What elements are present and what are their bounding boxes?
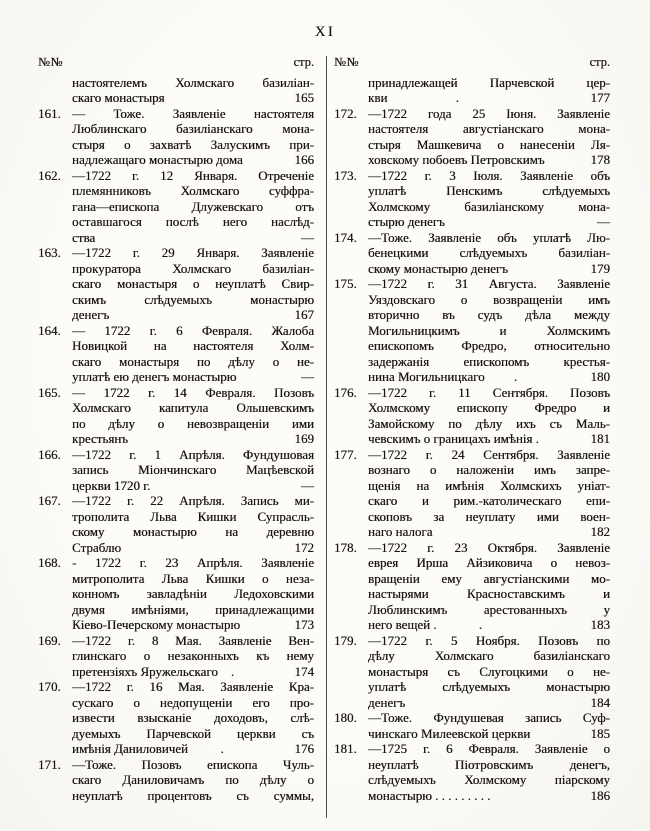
entry-number: 163. [38, 245, 61, 260]
entry-line-text: вторично въ судъ дѣла между [368, 307, 610, 322]
entry-page-number: 184 [590, 694, 610, 710]
entry-line-text: вращеніи ему августіанскими мо- [368, 570, 610, 586]
entry-line-text: —1722 г. 31 Августа. Заявленіе [368, 276, 610, 291]
entry-page-number: 173 [294, 617, 314, 632]
entry-line-text: уплатѣ Пенскимъ слѣдуемыхъ [368, 183, 610, 198]
entry-line [72, 617, 314, 633]
entry-line-text: —1722 г. 5 Ноября. Позовъ по [368, 632, 610, 648]
entry-number: 170. [38, 679, 61, 694]
entry-page-number: 182 [590, 524, 610, 539]
toc-entry [38, 447, 314, 494]
entry-line-text: - 1722 г. 23 Апрѣля. Заявленіе [72, 555, 314, 570]
entry-line [72, 199, 314, 215]
entry-line-text: Уяздовскаго о возвращеніи имъ [368, 291, 610, 307]
entry-page-number: 167 [294, 307, 314, 322]
entry-line [72, 168, 314, 184]
entry-line-text: скаго монастыря о неуплатѣ Свир- [72, 276, 314, 291]
column-header [334, 55, 610, 71]
toc-entry [334, 710, 610, 741]
entry-page-number: 186 [590, 787, 610, 803]
entry-line-text: Замойскому по дѣлу ихъ съ Маль- [368, 415, 610, 431]
entry-line [368, 168, 610, 184]
entry-line [368, 276, 610, 292]
entry-line [72, 292, 314, 308]
entry-line-text: оставшагося послѣ него наслѣд- [72, 214, 314, 229]
entry-line-text: Люблинскимъ арестованныхъ у [368, 601, 610, 617]
entry-line [368, 726, 610, 742]
entry-number: 161. [38, 105, 61, 121]
entry-line-text: ства [72, 229, 96, 245]
entry-line-text: денегъ [368, 694, 406, 710]
entry-line-text: —1722 г. 11 Сентября. Позовъ [368, 384, 610, 400]
toc-entry [334, 276, 610, 385]
entry-line [368, 493, 610, 509]
entry-line [368, 90, 610, 106]
column-header [38, 55, 314, 71]
entry-line [368, 664, 610, 680]
entry-line [72, 710, 314, 726]
entry-page-number: — [301, 229, 314, 245]
entry-line [368, 385, 610, 401]
entry-line-text: церкви 1720 г. [72, 477, 151, 493]
column-number-header: №№ [334, 55, 359, 69]
entry-line-text: сускаго о недопущеніи его про- [72, 694, 314, 710]
entry-line-text: прокуратора Холмскаго базиліан- [72, 260, 314, 276]
entry-line [368, 478, 610, 494]
entry-line [368, 323, 610, 339]
toc-entry [334, 741, 610, 803]
entry-line [72, 307, 314, 323]
entry-line-text: скимъ слѣдуемыхъ монастырю [72, 291, 314, 307]
entry-page-number: — [301, 369, 314, 384]
page-roman-numeral: XI [314, 24, 336, 40]
entry-number: 167. [38, 493, 61, 508]
entry-line-text: стырю денегъ [368, 214, 445, 229]
entry-line-text: щенія на имѣнія Холмскихъ уніат- [368, 477, 610, 493]
entry-line-text: — 1722 г. 6 Февраля. Жалоба [72, 322, 314, 338]
entry-line-text: Новицкой на настоятеля Холм- [72, 338, 314, 353]
toc-entry [38, 75, 314, 106]
entry-line [72, 214, 314, 230]
entry-page-number: 180 [590, 369, 610, 384]
entry-line-text: претензіяхъ Яружельскаго . [72, 663, 235, 679]
entry-line-text: кви . [368, 90, 459, 105]
entry-line-text: — Тоже. Заявленіе настоятеля [72, 105, 314, 121]
entry-line-text: имѣнія Даниловичей . [72, 741, 224, 756]
entry-line-text: скаго монастыря [72, 90, 165, 105]
entry-line [368, 447, 610, 463]
entry-line [368, 292, 610, 308]
entry-line-text: наго налога [368, 524, 433, 539]
entry-line-text: запись Міончинскаго Мацѣевской [72, 462, 314, 477]
entry-line [368, 416, 610, 432]
entry-line-text: настоятелемъ Холмскаго базиліан- [72, 74, 314, 90]
entry-line-text: —1722 г. 23 Октября. Заявленіе [368, 539, 610, 555]
entry-line-text: бенецкими слѣдуемыхъ базиліан- [368, 245, 610, 260]
entry-line [72, 354, 314, 370]
entry-line [368, 757, 610, 773]
entry-number: 180. [334, 710, 357, 725]
entry-line [72, 276, 314, 292]
entry-line [368, 214, 610, 230]
entry-number: 171. [38, 756, 61, 772]
entry-line [72, 509, 314, 525]
entry-line-text: —1722 г. 22 Апрѣля. Запись ми- [72, 493, 314, 508]
entry-line-text: —1722 г. 1 Апрѣля. Фундушовая [72, 446, 314, 462]
entry-line-text: вознаго о наложеніи имъ запре- [368, 462, 610, 477]
column-divider [326, 56, 327, 818]
entry-line [368, 679, 610, 695]
entry-line [72, 400, 314, 416]
entry-number: 173. [334, 167, 357, 183]
entry-line-text: Кіево-Печерскому монастырю [72, 617, 241, 632]
entry-line [368, 307, 610, 323]
entry-line-text: митрополита Льва Кишки о неза- [72, 570, 314, 586]
entry-line-text: Холмскому базиліанскому мона- [368, 198, 610, 214]
entry-line-text: скаго монастыря по дѣлу о не- [72, 353, 314, 369]
toc-entry [38, 555, 314, 633]
entry-page-number: 166 [294, 152, 314, 167]
entry-line [368, 586, 610, 602]
toc-entries-right [334, 75, 610, 804]
entry-line [72, 555, 314, 571]
entry-line [72, 695, 314, 711]
entry-line [368, 710, 610, 726]
entry-page-number: 165 [294, 90, 314, 105]
entry-line [72, 152, 314, 168]
entry-line-text: стыря Машкевича о нанесеніи Ля- [368, 136, 610, 152]
entry-line [72, 524, 314, 540]
entry-line [368, 183, 610, 199]
entry-line [368, 571, 610, 587]
entry-line-text: гана—епископа Длужевскаго отъ [72, 198, 314, 214]
entry-line [368, 524, 610, 540]
entry-line-text: неуплатѣ процентовъ съ суммы, [72, 787, 314, 803]
toc-entry [334, 447, 610, 540]
entry-line [72, 230, 314, 246]
toc-entry [38, 245, 314, 323]
entry-number: 168. [38, 555, 61, 570]
toc-entries-left [38, 75, 314, 804]
entry-line [72, 664, 314, 680]
entry-page-number: 169 [294, 431, 314, 446]
entry-line [72, 633, 314, 649]
entry-line [368, 741, 610, 757]
entry-line [72, 571, 314, 587]
column-page-header: стр. [589, 55, 610, 69]
entry-line [368, 431, 610, 447]
entry-line [368, 152, 610, 168]
entry-line [72, 416, 314, 432]
entry-line-text: конномъ завладѣніи Ледоховскими [72, 586, 314, 601]
entry-line [72, 772, 314, 788]
entry-line-text: стыря о захватѣ Залускимъ при- [72, 136, 314, 152]
entry-line-text: извести взысканіе доходовъ, слѣ- [72, 710, 314, 725]
entry-line [72, 137, 314, 153]
entry-page-number: 185 [590, 725, 610, 741]
entry-line-text: —Тоже. Позовъ епископа Чуль- [72, 756, 314, 772]
entry-line-text: скому монастырю денегъ [368, 260, 508, 276]
entry-line [368, 369, 610, 385]
entry-line [368, 338, 610, 354]
entry-line-text: — 1722 г. 14 Февраля. Позовъ [72, 384, 314, 400]
entry-line-text: глинскаго о незаконныхъ къ нему [72, 648, 314, 663]
entry-line [72, 462, 314, 478]
entry-line-text: принадлежащей Парчевской цер- [368, 74, 610, 90]
entry-page-number: 183 [590, 617, 610, 632]
entry-line [72, 323, 314, 339]
entry-page-number: — [301, 477, 314, 493]
entry-line-text: скаго Даниловичамъ по дѣлу о [72, 772, 314, 787]
entry-line-text: епископомъ Фредро, относительно [368, 338, 610, 353]
entry-line-text: монастырю . . . . . . . . . [368, 787, 491, 803]
entry-line-text: по дѣлу о невозвращеніи ими [72, 415, 314, 431]
entry-line-text: Люблинскаго базиліанскаго мона- [72, 121, 314, 136]
entry-line [72, 385, 314, 401]
entry-line [368, 354, 610, 370]
column-page-header: стр. [293, 55, 314, 69]
toc-entry [334, 540, 610, 633]
entry-number: 166. [38, 446, 61, 462]
entry-line [368, 121, 610, 137]
toc-entry [38, 323, 314, 385]
entry-line-text: Холмскаго капитула Ольшевскимъ [72, 400, 314, 415]
entry-line-text: скому монастырю на деревню [72, 524, 314, 539]
entry-line [368, 199, 610, 215]
entry-line [72, 586, 314, 602]
entry-line [72, 602, 314, 618]
entry-line [72, 679, 314, 695]
entry-line [368, 540, 610, 556]
entry-line-text: дѣлу Холмскаго базиліанскаго [368, 648, 610, 663]
entry-line-text: настырями Красноставскимъ и [368, 586, 610, 601]
entry-line-text: Страблю [72, 539, 122, 555]
entry-line [72, 788, 314, 804]
entry-line [368, 695, 610, 711]
entry-line-text: нина Могильницкаго . [368, 369, 518, 384]
toc-entry [334, 75, 610, 106]
entry-line [72, 726, 314, 742]
entry-page-number: 179 [590, 260, 610, 276]
entry-line-text: —1722 г. 16 Мая. Заявленіе Кра- [72, 679, 314, 694]
entry-line [368, 400, 610, 416]
entry-number: 165. [38, 384, 61, 400]
entry-number: 181. [334, 741, 357, 756]
entry-line [368, 230, 610, 246]
entry-line [368, 648, 610, 664]
toc-entry [334, 168, 610, 230]
entry-line [368, 462, 610, 478]
entry-line [368, 245, 610, 261]
entry-line-text: еврея Ирша Айзиковича о невоз- [368, 555, 610, 570]
entry-line [368, 137, 610, 153]
entry-line [72, 493, 314, 509]
entry-line [72, 261, 314, 277]
entry-line-text: —Тоже. Заявленіе объ уплатѣ Лю- [368, 229, 610, 245]
toc-entry [38, 757, 314, 804]
entry-line-text: скоповъ за неуплату ими воен- [368, 508, 610, 524]
toc-entry [334, 230, 610, 277]
entry-line-text: крестьянъ [72, 431, 128, 446]
toc-entry [334, 385, 610, 447]
toc-entry [38, 385, 314, 447]
entry-line [368, 788, 610, 804]
entry-number: 172. [334, 105, 357, 121]
toc-entry [38, 633, 314, 680]
entry-line-text: задержанія епископомъ крестья- [368, 353, 610, 369]
entry-number: 176. [334, 384, 357, 400]
entry-line-text: чевскимъ о границахъ имѣнія . [368, 431, 539, 446]
entry-number: 169. [38, 632, 61, 648]
toc-column-right [334, 55, 610, 803]
entry-page-number: — [597, 214, 610, 229]
entry-number: 178. [334, 539, 357, 555]
entry-line-text: племянниковъ Холмскаго суффра- [72, 183, 314, 198]
column-number-header: №№ [38, 55, 63, 69]
entry-line [72, 447, 314, 463]
entry-line [72, 648, 314, 664]
toc-column-left [38, 55, 314, 803]
entry-line [72, 245, 314, 261]
entry-line-text: ховскому побоевъ Петровскимъ [368, 152, 545, 167]
toc-entry [38, 106, 314, 168]
entry-line-text: дуемыхъ Парчевской церкви съ [72, 725, 314, 741]
entry-line [368, 106, 610, 122]
entry-number: 179. [334, 632, 357, 648]
entry-page-number: 174 [294, 663, 314, 679]
entry-line-text: слѣдуемыхъ Холмскому піарскому [368, 772, 610, 787]
entry-line-text: трополита Льва Кишки Супрасль- [72, 508, 314, 524]
entry-line-text: надлежащаго монастырю дома [72, 152, 243, 167]
entry-line-text: двумя имѣніями, принадлежащими [72, 601, 314, 617]
entry-line-text: денегъ [72, 307, 110, 322]
toc-entry [334, 106, 610, 168]
toc-entry [334, 633, 610, 711]
entry-line [72, 741, 314, 757]
entry-line-text: монастыря съ Слугоцкими о не- [368, 663, 610, 679]
entry-line [72, 369, 314, 385]
entry-line [72, 121, 314, 137]
toc-entry [38, 168, 314, 246]
entry-line [72, 183, 314, 199]
toc-entry [38, 493, 314, 555]
entry-line-text: —1722 г. 8 Мая. Заявленіе Вен- [72, 632, 314, 648]
entry-line-text: —1722 года 25 Іюня. Заявленіе [368, 105, 610, 121]
entry-line [368, 602, 610, 618]
entry-line [368, 555, 610, 571]
entry-line [368, 75, 610, 91]
entry-page-number: 177 [590, 90, 610, 105]
entry-line [368, 261, 610, 277]
entry-line-text: Холмскому епископу Фредро и [368, 400, 610, 415]
entry-page-number: 181 [590, 431, 610, 446]
entry-line [72, 106, 314, 122]
toc-entry [38, 679, 314, 757]
entry-page-number: 176 [294, 741, 314, 756]
entry-line-text: него вещей . . [368, 617, 483, 632]
entry-line-text: —1725 г. 6 Февраля. Заявленіе о [368, 741, 610, 756]
entry-line-text: скаго и рим.-католическаго епи- [368, 493, 610, 508]
entry-page-number: 178 [590, 152, 610, 167]
entry-line-text: настоятеля августіанскаго мона- [368, 121, 610, 136]
entry-line-text: уплатѣ слѣдуемыхъ монастырю [368, 679, 610, 694]
entry-line [368, 633, 610, 649]
entry-line-text: Могильницкимъ и Холмскимъ [368, 322, 610, 338]
entry-line-text: неуплатѣ Піотровскимъ денегъ, [368, 756, 610, 772]
entry-line [72, 90, 314, 106]
entry-number: 164. [38, 322, 61, 338]
entry-line [368, 772, 610, 788]
entry-line [368, 617, 610, 633]
entry-line-text: уплатѣ ею денегъ монастырю [72, 369, 237, 384]
entry-line [368, 509, 610, 525]
entry-line [72, 431, 314, 447]
entry-number: 162. [38, 167, 61, 183]
entry-number: 175. [334, 276, 357, 291]
entry-number: 174. [334, 229, 357, 245]
entry-line-text: —1722 г. 29 Января. Заявленіе [72, 245, 314, 260]
entry-line-text: —1722 г. 3 Іюля. Заявленіе объ [368, 167, 610, 183]
entry-number: 177. [334, 446, 357, 462]
entry-line [72, 75, 314, 91]
entry-line-text: —1722 г. 24 Сентября. Заявленіе [368, 446, 610, 462]
entry-line [72, 338, 314, 354]
entry-page-number: 172 [294, 539, 314, 555]
entry-line-text: —1722 г. 12 Января. Отреченіе [72, 167, 314, 183]
entry-line [72, 540, 314, 556]
entry-line-text: чинскаго Милеевской церкви [368, 725, 531, 741]
entry-line [72, 757, 314, 773]
entry-line [72, 478, 314, 494]
entry-line-text: —Тоже. Фундушевая запись Суф- [368, 710, 610, 725]
